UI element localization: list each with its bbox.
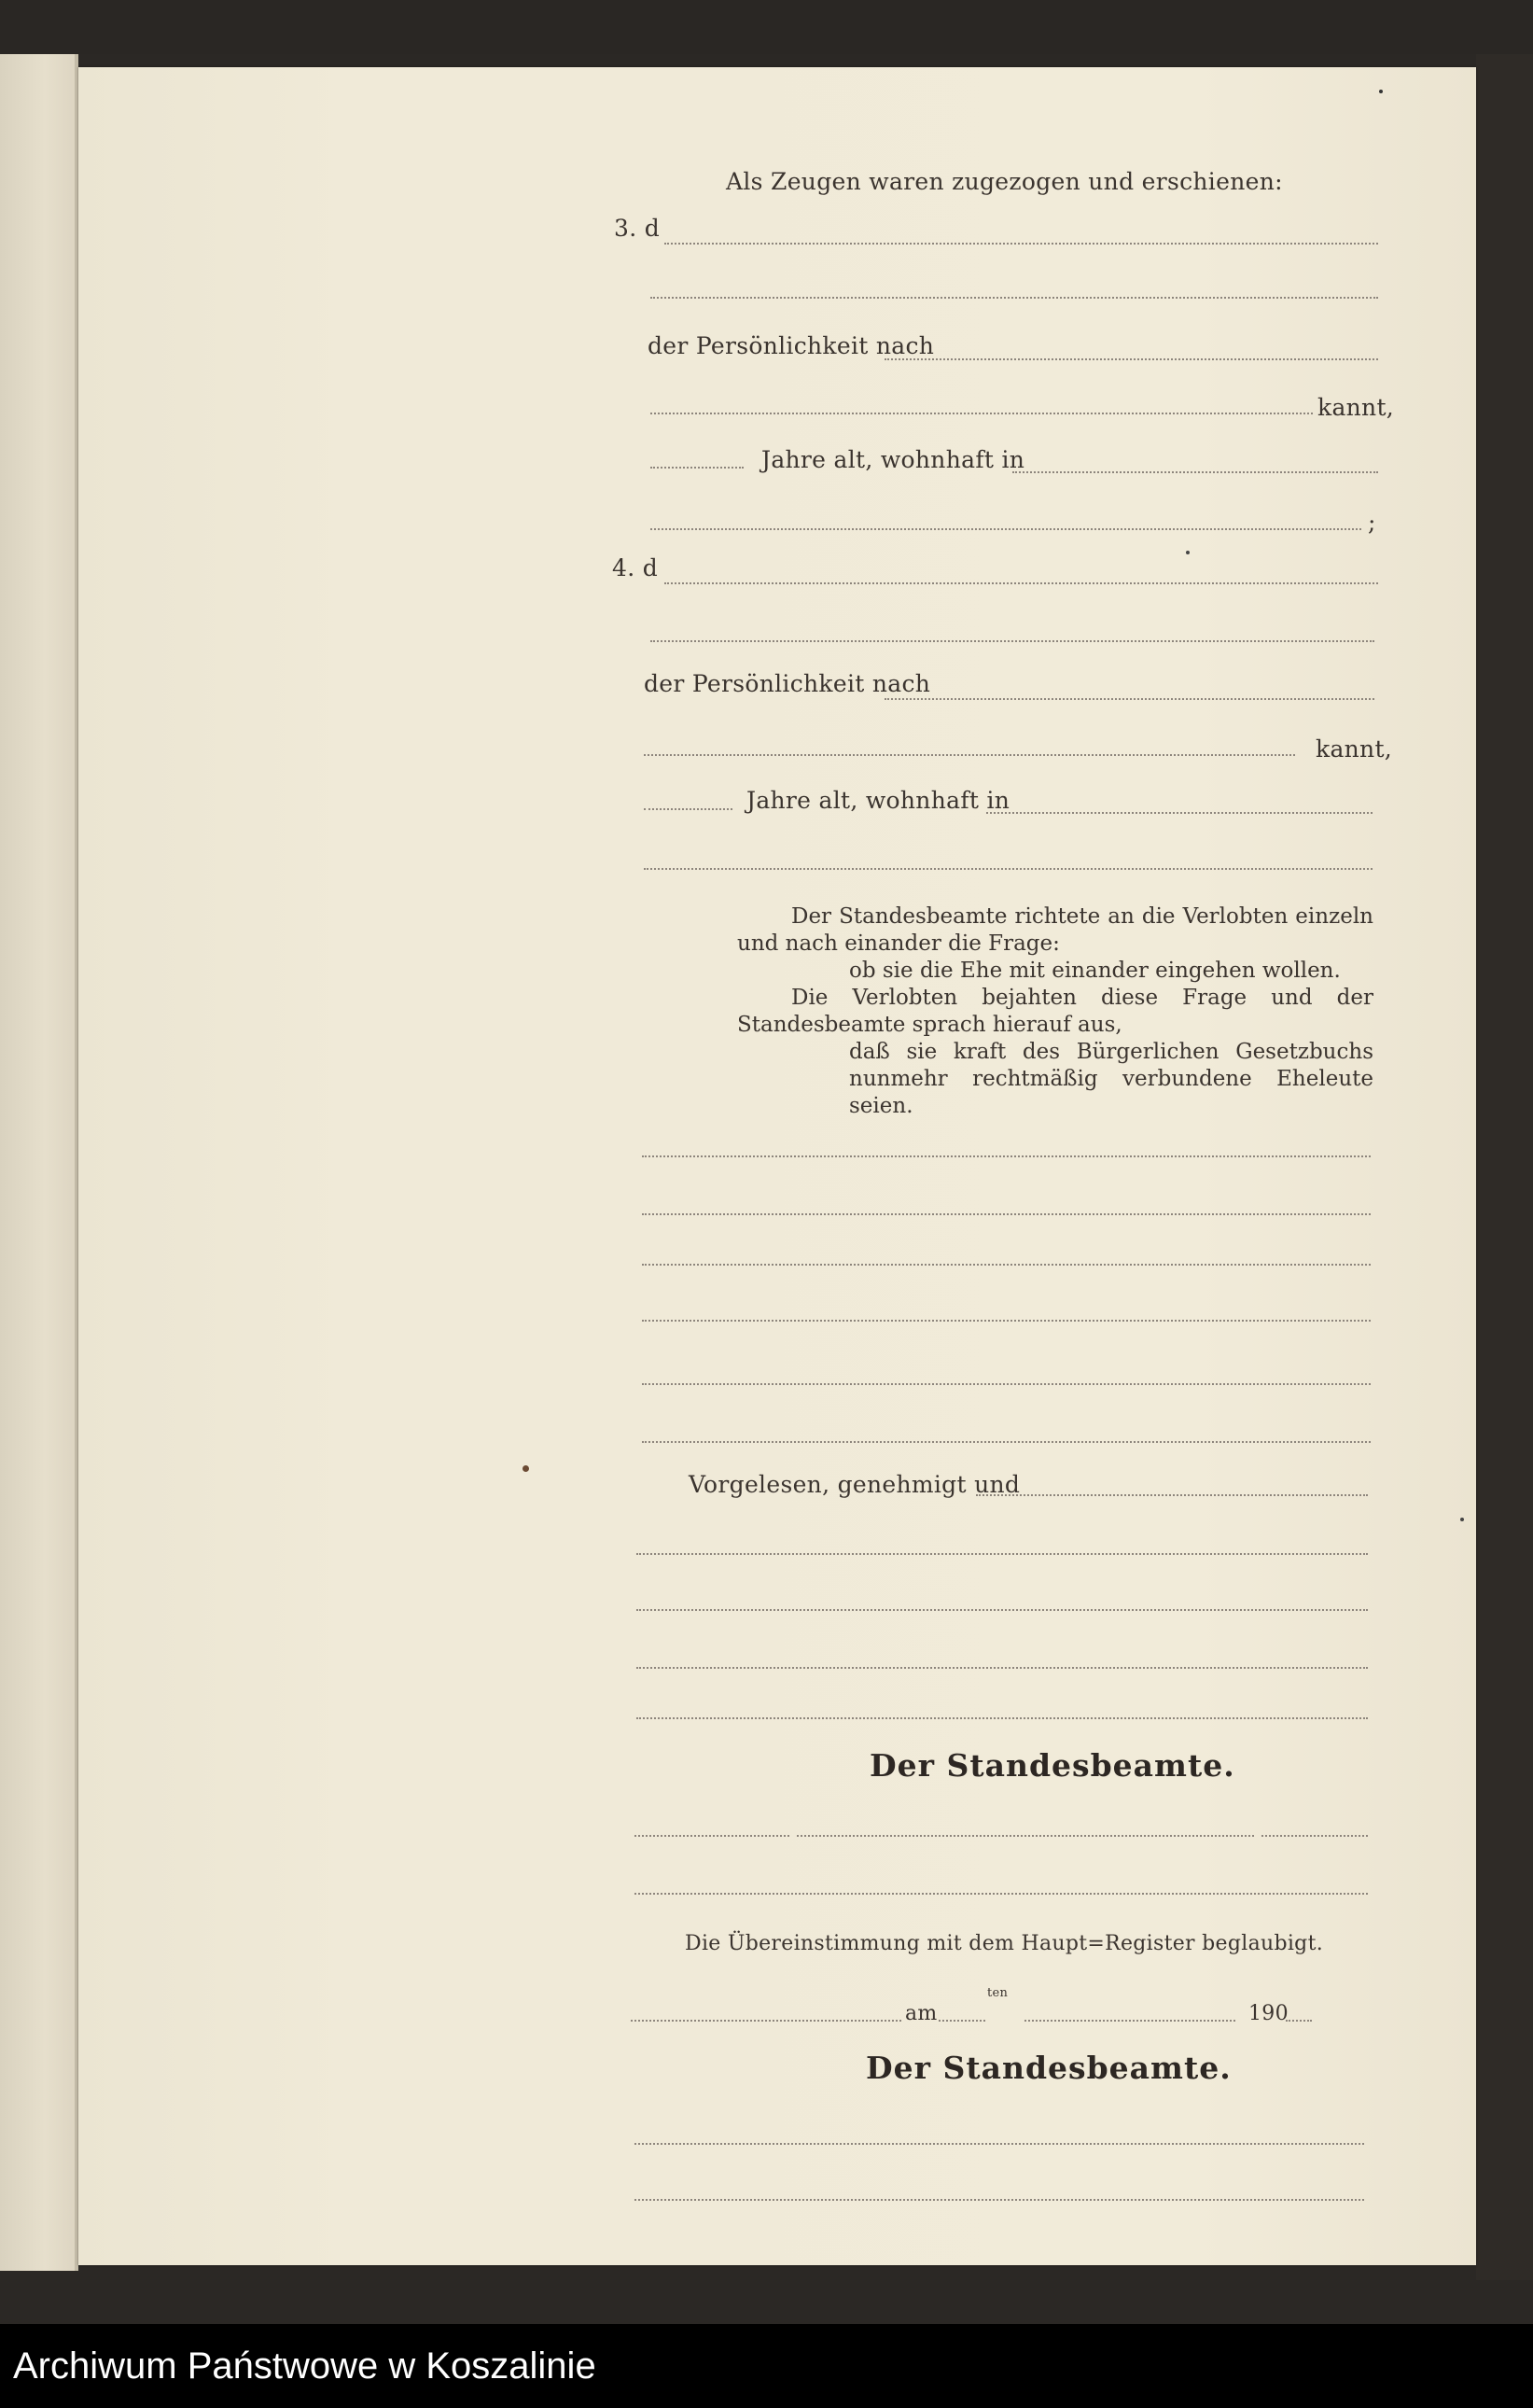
signature-line-4 [636,1667,1368,1669]
archive-footer [0,2324,1533,2408]
date-year-line [1286,2020,1312,2022]
registrar-signature-line-2 [634,1893,1368,1895]
signature-line-1 [976,1494,1368,1496]
paper-speck [1379,90,1383,93]
date-year-prefix: 190 [1248,2002,1289,2025]
declaration-pronouncement: daß sie kraft des Bürgerlichen Gesetzbuchs nunmehr rechtmäßig verbundene Eheleute seien. [849,1040,1373,1118]
registrar-signature-line-3 [634,2143,1364,2145]
date-ten-superscript: ten [987,1986,1009,2000]
witness-4-age-line [644,808,732,810]
notes-line-2 [642,1213,1371,1215]
notes-line-4 [642,1320,1371,1322]
signature-line-3 [636,1609,1368,1611]
witness-4-name-line [664,582,1378,584]
paper-speck [1460,1518,1464,1521]
declaration-answer: Die Verlobten bejahten diese Frage und der Standesbeamte sprach hierauf aus, [737,986,1373,1037]
date-am-label: am [905,2002,938,2025]
witness-3-semicolon: ; [1368,509,1376,536]
date-day-line [939,2020,985,2022]
witness-3-age-line [650,467,744,469]
witness-4-known-line [644,754,1295,756]
registrar-heading-1: Der Standesbeamte. [870,1747,1235,1784]
notes-line-1 [642,1155,1371,1157]
witness-3-name-line [664,243,1378,245]
witness-3-residence-line [1012,471,1378,473]
witness-3-residence-line-2 [650,528,1361,530]
paper-speck [1186,551,1190,554]
scan-background-right [1476,54,1533,2280]
witness-3-personal-label: der Persönlichkeit nach [648,332,935,359]
witness-3-known-line [650,413,1313,414]
witness-4-residence-line [986,812,1373,814]
declaration-text [737,903,1373,1120]
witness-3-label: 3. d [614,215,661,242]
notes-line-5 [642,1383,1371,1385]
witness-4-residence-line-2 [644,868,1373,870]
certification-place-line [631,2020,901,2022]
scan-background-top [0,0,1533,54]
witness-4-personal-line [885,698,1374,700]
witness-4-personal-label: der Persönlichkeit nach [644,670,931,697]
certification-text: Die Übereinstimmung mit dem Haupt=Register beglaubigt. [685,1932,1323,1955]
witness-3-personal-line [885,358,1378,360]
notes-line-6 [642,1441,1371,1443]
witnesses-intro: Als Zeugen waren zugezogen und erschienen: [726,168,1283,195]
declaration-question-intro: Der Standesbeamte richtete an die Verlobten einzeln und nach einander die Frage: [737,904,1373,956]
witness-3-age-label: Jahre alt, wohnhaft in [761,446,1025,473]
registrar-heading-2: Der Standesbeamte. [866,2050,1232,2086]
witness-3-name-line-2 [650,297,1378,299]
signature-line-2 [636,1553,1368,1555]
declaration-question: ob sie die Ehe mit einander eingehen wollen. [849,959,1341,983]
read-approved-label: Vorgelesen, genehmigt und [689,1471,1021,1498]
archive-name: Archiwum Państwowe w Koszalinie [13,2345,596,2387]
witness-4-name-line-2 [650,640,1374,642]
facing-page-strip [0,54,75,2271]
witness-3-known-suffix: kannt, [1317,394,1395,421]
registrar-signature-line-4 [634,2199,1364,2201]
registrar-signature-line-1c [1261,1835,1368,1837]
witness-4-age-label: Jahre alt, wohnhaft in [746,787,1010,814]
witness-4-known-suffix: kannt, [1316,735,1393,763]
signature-line-5 [636,1717,1368,1719]
date-month-line [1024,2020,1235,2022]
registrar-signature-line-1b [797,1835,1254,1837]
paper-speck [523,1465,529,1472]
notes-line-3 [642,1264,1371,1266]
witness-4-label: 4. d [612,554,659,581]
registrar-signature-line-1a [634,1835,789,1837]
